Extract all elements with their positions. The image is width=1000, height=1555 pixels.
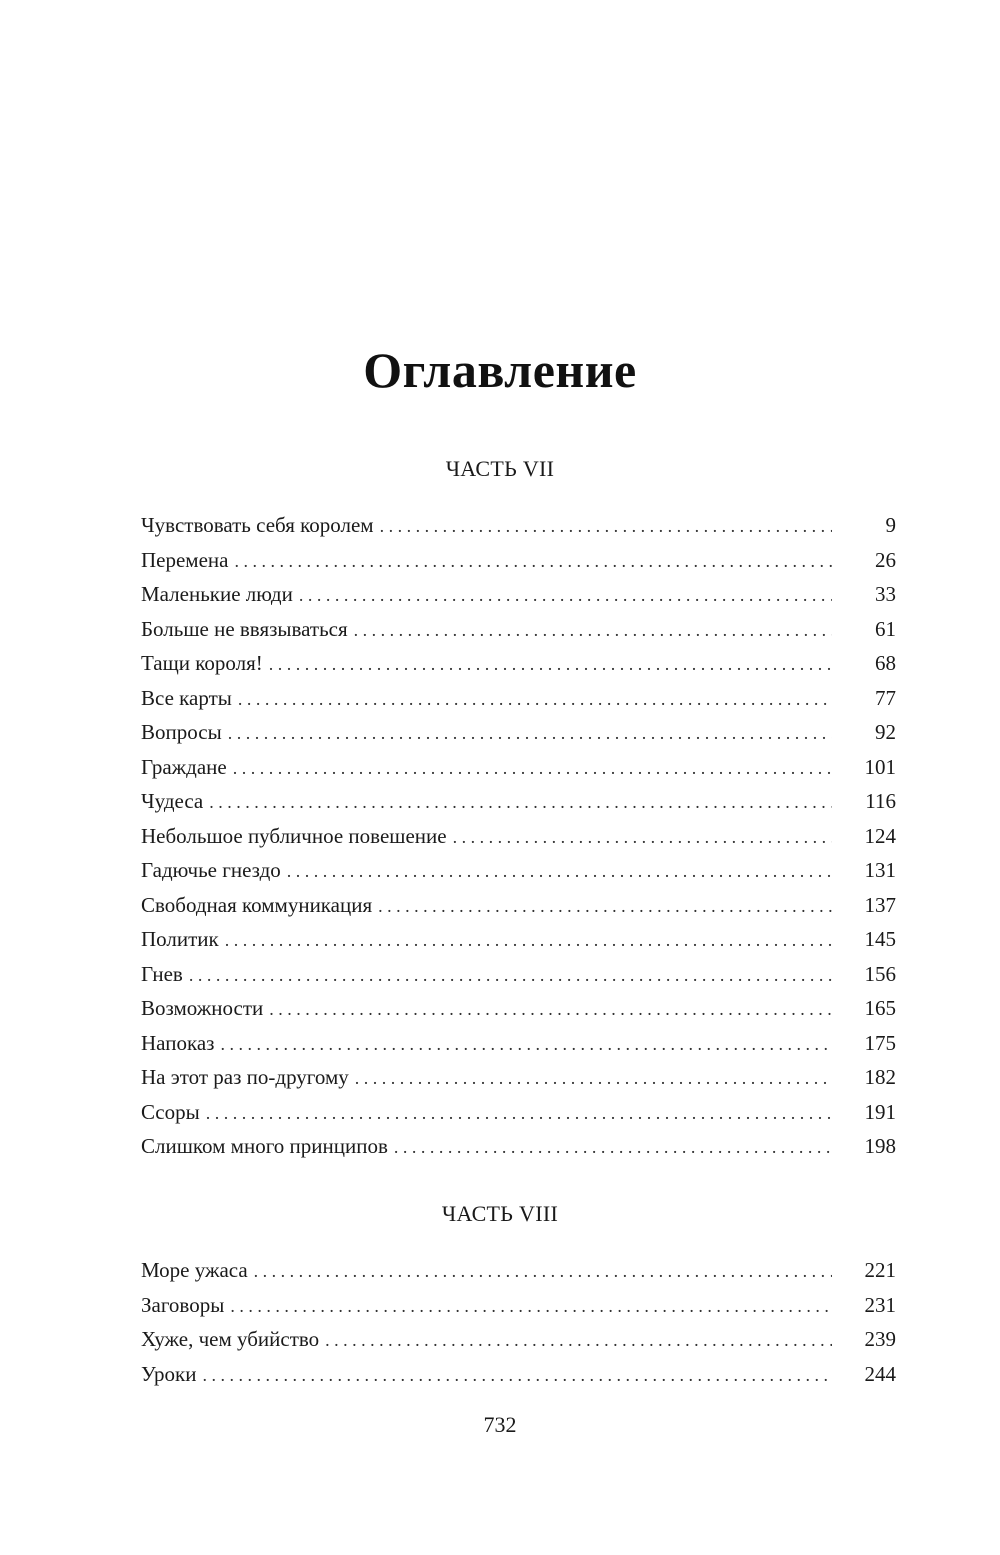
toc-entry-title: Граждане bbox=[141, 754, 227, 779]
toc-list bbox=[141, 508, 896, 1164]
dot-leader bbox=[354, 613, 832, 648]
toc-entry-page: 191 bbox=[864, 1099, 896, 1124]
toc-entry-title: Заговоры bbox=[141, 1292, 225, 1317]
toc-entry bbox=[141, 1095, 896, 1130]
toc-entry-title: На этот раз по-другому bbox=[141, 1065, 349, 1089]
toc-entry-title: Чудеса bbox=[141, 789, 204, 813]
toc-entry-page: 116 bbox=[865, 789, 896, 813]
dot-leader bbox=[299, 578, 832, 613]
toc-entry bbox=[141, 922, 896, 957]
part-heading: ЧАСТЬ VII bbox=[445, 456, 555, 481]
toc-entry-title: Вопросы bbox=[141, 720, 222, 744]
part-heading: ЧАСТЬ VIII bbox=[441, 1201, 559, 1226]
toc-entry-title: Возможности bbox=[141, 996, 264, 1020]
toc-entry-page: 26 bbox=[875, 547, 896, 572]
toc-entry bbox=[141, 888, 896, 923]
dot-leader bbox=[287, 854, 832, 889]
dot-leader bbox=[220, 1027, 832, 1062]
toc-entry-page: 231 bbox=[864, 1292, 896, 1317]
toc-entry bbox=[141, 819, 896, 854]
dot-leader bbox=[234, 544, 832, 579]
dot-leader bbox=[394, 1130, 832, 1165]
toc-entry bbox=[141, 612, 896, 647]
dot-leader bbox=[355, 1061, 832, 1096]
dot-leader bbox=[209, 785, 832, 820]
toc-entry-page: 145 bbox=[864, 927, 896, 951]
toc-entry-title: Политик bbox=[141, 927, 219, 951]
toc-entry bbox=[141, 1129, 896, 1164]
toc-entry bbox=[141, 681, 896, 716]
dot-leader bbox=[225, 923, 832, 958]
toc-entry bbox=[141, 1026, 896, 1061]
toc-entry bbox=[141, 1357, 896, 1392]
toc-entry-title: Тащи короля! bbox=[141, 651, 263, 675]
toc-entry bbox=[141, 715, 896, 750]
dot-leader bbox=[453, 820, 832, 855]
toc-entry-page: 68 bbox=[875, 651, 896, 675]
toc-entry bbox=[141, 508, 896, 543]
dot-leader bbox=[228, 716, 832, 751]
toc-entry-title: Перемена bbox=[141, 547, 229, 572]
toc-entry-title: Напоказ bbox=[141, 1030, 215, 1055]
toc-entry bbox=[141, 991, 896, 1026]
toc-entry-title: Ссоры bbox=[141, 1099, 200, 1124]
toc-entry-title: Чувствовать себя королем bbox=[141, 513, 374, 537]
toc-entry-page: 137 bbox=[864, 892, 896, 917]
toc-entry-title: Гнев bbox=[141, 961, 183, 986]
toc-entry bbox=[141, 784, 896, 819]
dot-leader bbox=[254, 1254, 832, 1289]
dot-leader bbox=[189, 958, 832, 993]
toc-entry-page: 33 bbox=[875, 582, 896, 606]
toc-entry-page: 175 bbox=[864, 1030, 896, 1055]
toc-entry-page: 92 bbox=[875, 720, 896, 744]
toc-entry bbox=[141, 1288, 896, 1323]
dot-leader bbox=[230, 1289, 832, 1324]
toc-entry-title: Свободная коммуникация bbox=[141, 892, 373, 917]
toc-entry bbox=[141, 543, 896, 578]
dot-leader bbox=[206, 1096, 832, 1131]
toc-entry-title: Маленькие люди bbox=[141, 582, 293, 606]
page-title: Оглавление bbox=[363, 341, 637, 398]
dot-leader bbox=[269, 647, 832, 682]
toc-entry-title: Гадючье гнездо bbox=[141, 858, 281, 882]
toc-entry bbox=[141, 646, 896, 681]
toc-entry-page: 165 bbox=[864, 996, 896, 1020]
dot-leader bbox=[202, 1358, 832, 1393]
toc-entry-title: Больше не ввязываться bbox=[141, 616, 348, 641]
toc-entry-page: 131 bbox=[864, 858, 896, 882]
toc-entry-page: 239 bbox=[864, 1327, 896, 1351]
dot-leader bbox=[238, 682, 832, 717]
toc-entry-title: Уроки bbox=[141, 1361, 197, 1386]
toc-entry bbox=[141, 957, 896, 992]
toc-entry-title: Все карты bbox=[141, 685, 232, 710]
toc-entry bbox=[141, 1060, 896, 1095]
toc-entry-title: Хуже, чем убийство bbox=[141, 1327, 320, 1351]
dot-leader bbox=[233, 751, 832, 786]
toc-entry bbox=[141, 577, 896, 612]
toc-entry bbox=[141, 853, 896, 888]
toc-entry bbox=[141, 750, 896, 785]
dot-leader bbox=[378, 889, 832, 924]
toc-entry bbox=[141, 1322, 896, 1357]
toc-entry-page: 9 bbox=[885, 513, 896, 537]
toc-entry bbox=[141, 1253, 896, 1288]
dot-leader bbox=[269, 992, 832, 1027]
dot-leader bbox=[380, 509, 832, 544]
toc-entry-page: 198 bbox=[864, 1134, 896, 1158]
toc-entry-page: 61 bbox=[875, 616, 896, 641]
toc-entry-page: 244 bbox=[864, 1361, 896, 1386]
toc-entry-page: 77 bbox=[875, 685, 896, 710]
toc-entry-page: 182 bbox=[864, 1065, 896, 1089]
toc-entry-title: Море ужаса bbox=[141, 1258, 248, 1282]
toc-entry-page: 124 bbox=[864, 823, 896, 848]
toc-entry-title: Небольшое публичное повешение bbox=[141, 823, 447, 848]
toc-entry-page: 101 bbox=[864, 754, 896, 779]
toc-entry-page: 156 bbox=[864, 961, 896, 986]
toc-list bbox=[141, 1253, 896, 1391]
toc-entry-page: 221 bbox=[864, 1258, 896, 1282]
toc-entry-title: Слишком много принципов bbox=[141, 1134, 388, 1158]
dot-leader bbox=[325, 1323, 832, 1358]
page-number: 732 bbox=[483, 1412, 517, 1437]
